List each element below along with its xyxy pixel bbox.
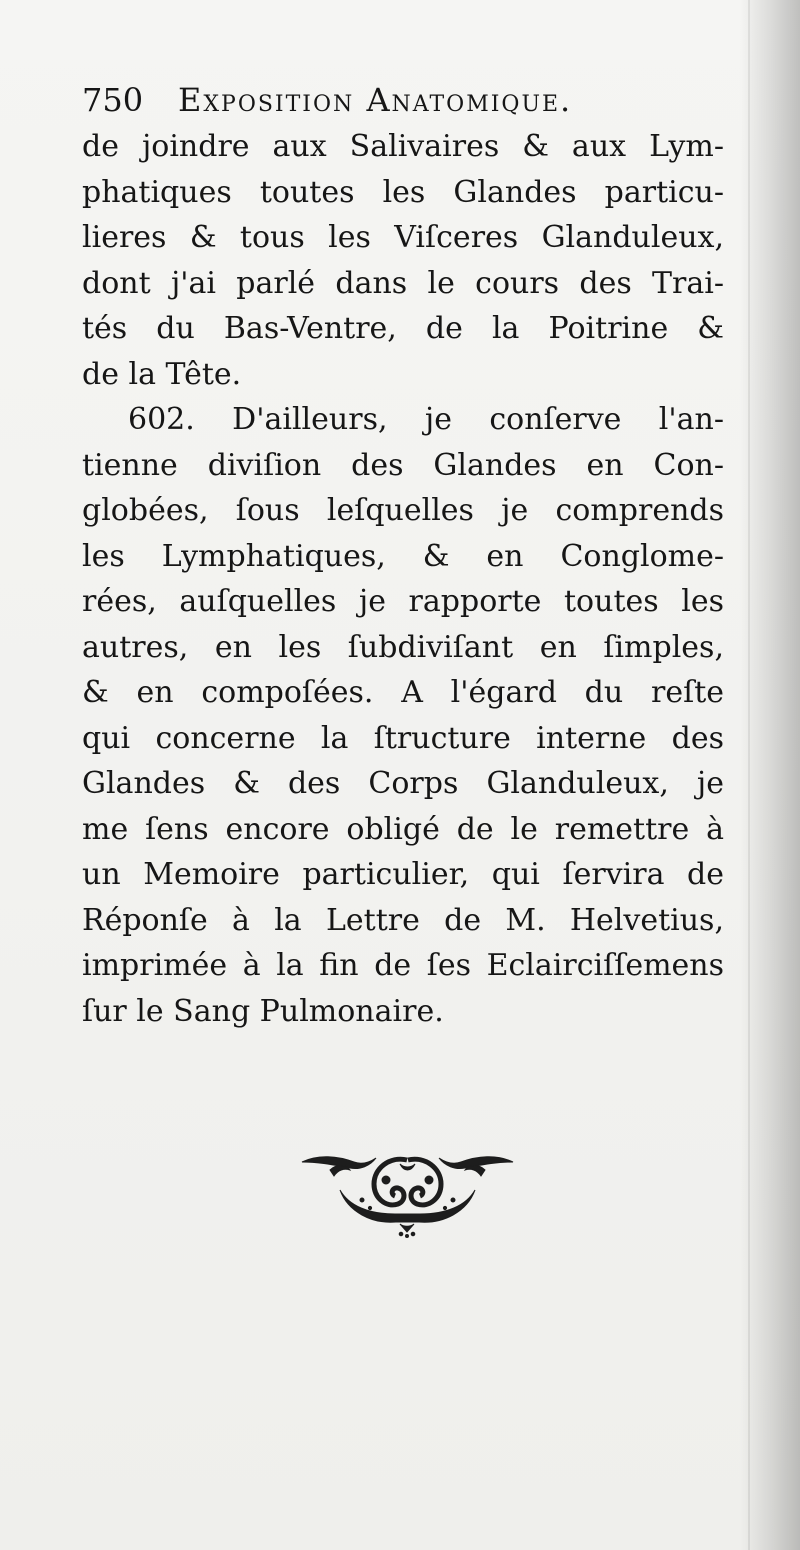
text-line: un Memoire particulier, qui ſervira de xyxy=(82,857,724,892)
text-line: les Lymphatiques, & en Conglome- xyxy=(82,538,724,574)
text-line: & en compoſées. A l'égard du reſte xyxy=(82,675,724,710)
text-line: de la Tête. xyxy=(82,356,242,392)
page-header xyxy=(82,74,722,126)
text-line: tienne diviſion des Glandes en Con- xyxy=(82,447,724,483)
text-line: phatiques toutes les Glandes particu- xyxy=(82,174,724,210)
text-line: dont j'ai parlé dans le cours des Trai- xyxy=(82,265,724,301)
text-line: imprimée à la fin de ſes Eclairciſſemens xyxy=(82,948,724,983)
text-line: globées, ſous leſquelles je comprends xyxy=(82,493,724,528)
text-line: de joindre aux Salivaires & aux Lym- xyxy=(82,129,724,164)
text-line: ſur le Sang Pulmonaire. xyxy=(82,993,444,1029)
text-line: me ſens encore obligé de le remettre à xyxy=(82,811,724,847)
body-text xyxy=(82,124,724,1034)
tailpiece-ornament-icon xyxy=(300,1150,515,1238)
text-line: lieres & tous les Viſceres Glanduleux, xyxy=(82,220,724,255)
text-line: tés du Bas-Ventre, de la Poitrine & xyxy=(82,311,724,346)
running-title: Exposition Anatomique. xyxy=(178,81,573,119)
page-gutter-shadow xyxy=(748,0,750,1550)
text-line: Réponſe à la Lettre de M. Helvetius, xyxy=(82,902,724,938)
text-line: rées, auſquelles je rapporte toutes les xyxy=(82,584,724,619)
page-number: 750 xyxy=(82,81,144,119)
text-line: Glandes & des Corps Glanduleux, je xyxy=(82,766,724,801)
text-line: qui concerne la ſtructure interne des xyxy=(82,720,724,756)
text-line: autres, en les ſubdiviſant en ſimples, xyxy=(82,629,724,665)
paragraph-start-line: 602. D'ailleurs, je conſerve l'an- xyxy=(128,402,724,437)
